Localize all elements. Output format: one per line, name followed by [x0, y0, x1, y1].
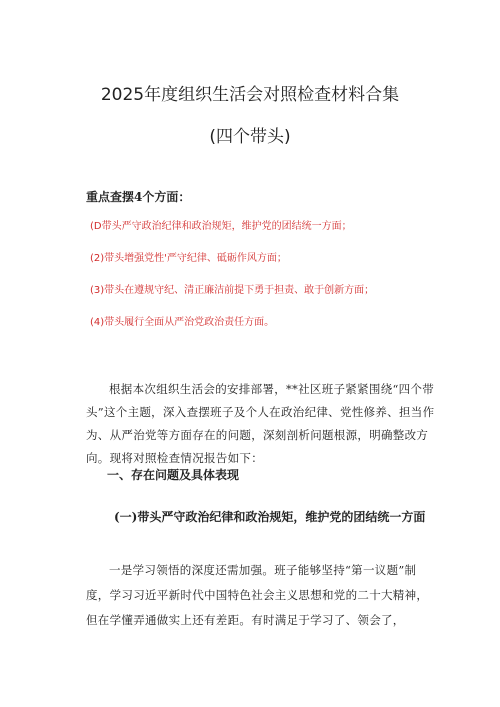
key-point-item: (2)带头增强党性'严守纪律、砥砺作风方面； — [90, 253, 287, 264]
key-points-list — [90, 220, 374, 348]
key-point-item: (D带头严守政治纪律和政治规矩，维护党的团结统一方面； — [90, 221, 352, 232]
body-paragraph: 一是学习领悟的深度还需加强。班子能够坚持“第一议题”制度，学习习近平新时代中国特色社会主义思想和党的二十大精神，但在学懂弄通做实上还有差距。有时满足于学习了、领会了， — [86, 563, 429, 627]
document-title: 2025年度组织生活会对照检查材料合集 — [100, 85, 400, 105]
intro-paragraph: 根据本次组织生活会的安排部署，**社区班子紧紧围绕“四个带头”这个主题，深入查摆班子及个人在政治纪律、党性修养、担当作为、从严治党等方面存在的问题，深刻剖析问题根源，明确整改方向。现将对照检查情况报告如下： — [86, 382, 435, 465]
key-points-heading: 重点查摆4个方面： — [86, 190, 191, 204]
document-subtitle: (四个带头) — [209, 127, 291, 147]
key-point-item: (3)带头在遵规守纪、清正廉洁前提下勇于担责、敢于创新方面； — [90, 285, 375, 296]
key-point-item: (4)带头履行全面从严治党政治责任方面。 — [90, 317, 275, 328]
section-heading: 一、存在问题及具体表现 — [107, 468, 240, 482]
subsection-heading: (一)带头严守政治纪律和政治规矩，维护党的团结统一方面 — [114, 510, 426, 524]
